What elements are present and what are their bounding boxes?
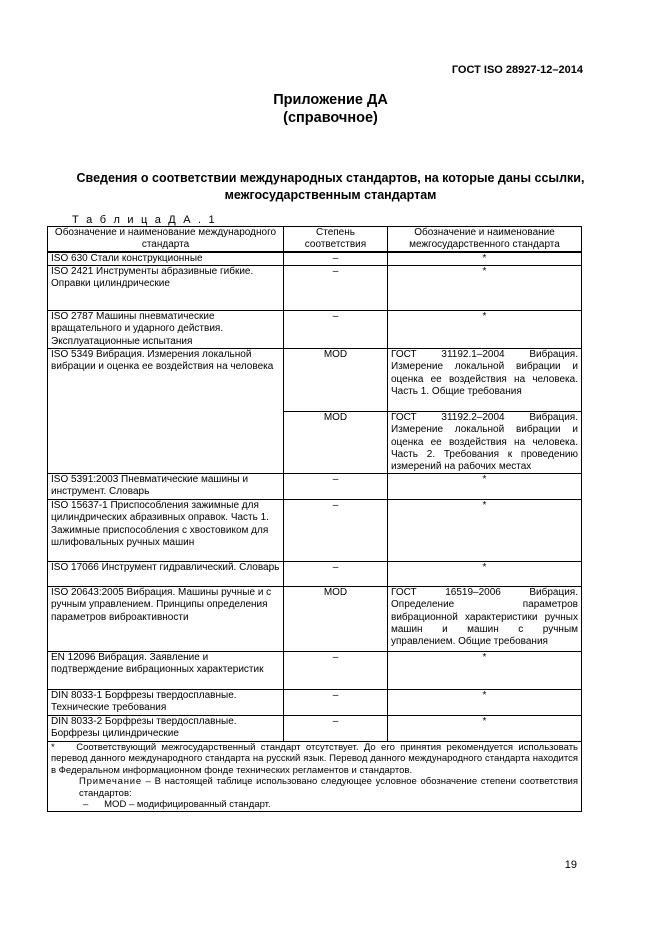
- degree-cell: –: [284, 311, 388, 349]
- national-standard-cell: *: [388, 266, 582, 311]
- footnote-row: [48, 741, 582, 811]
- degree-cell: –: [284, 252, 388, 266]
- legend-line: [51, 799, 578, 811]
- standards-table: [47, 226, 582, 812]
- national-standard-cell: ГОСТ 16519–2006 Вибрация. Определение параметров вибрационной характеристики ручных машин и машин с ручным управлением. Общие требования: [388, 587, 582, 652]
- page-number: 19: [564, 859, 577, 871]
- header-international-standard: Обозначение и наименование международного стандарта: [48, 227, 284, 253]
- legend-dash: –: [83, 799, 89, 811]
- appendix-title-block: [0, 91, 661, 127]
- table-row: [48, 349, 582, 412]
- intl-standard-cell: EN 12096 Вибрация. Заявление и подтверждение вибрационных характеристик: [48, 652, 284, 690]
- footnote-star: *: [51, 741, 55, 753]
- intl-standard-cell: ISO 5349 Вибрация. Измерения локальной вибрации и оценка ее воздействия на человека: [48, 349, 284, 474]
- intl-standard-cell: ISO 17066 Инструмент гидравлический. Словарь: [48, 562, 284, 587]
- degree-cell: MOD: [284, 349, 388, 412]
- national-standard-cell: ГОСТ 31192.1–2004 Вибрация. Измерение локальной вибрации и оценка ее воздействия на человека. Часть 1. Общие требования: [388, 349, 582, 412]
- table-row: [48, 562, 582, 587]
- table-row: [48, 252, 582, 266]
- legend-text: MOD – модифицированный стандарт.: [104, 799, 271, 811]
- footnote-body: Соответствующий межгосударственный стандарт отсутствует. До его принятия рекомендуется использовать перевод данного международного стандарта на русский язык. Перевод данного международного стандарта находится в Федеральном информационном фонде технических регламентов и стандартов.: [51, 741, 578, 776]
- national-standard-cell: *: [388, 716, 582, 741]
- national-standard-cell: *: [388, 500, 582, 562]
- national-standard-cell: *: [388, 652, 582, 690]
- header-degree-of-conformity: Степень соответствия: [284, 227, 388, 253]
- intl-standard-cell: ISO 5391:2003 Пневматические машины и инструмент. Словарь: [48, 474, 284, 500]
- footnote-cell: [48, 741, 582, 811]
- national-standard-cell: *: [388, 311, 582, 349]
- intl-standard-cell: ISO 20643:2005 Вибрация. Машины ручные и с ручным управлением. Принципы определения параметров виброактивности: [48, 587, 284, 652]
- intl-standard-cell: ISO 630 Стали конструкционные: [48, 252, 284, 266]
- appendix-subtitle: (справочное): [283, 110, 378, 126]
- header-national-standard: Обозначение и наименование межгосударственного стандарта: [388, 227, 582, 253]
- table-row: [48, 266, 582, 311]
- note-text: – В настоящей таблице использовано следующее условное обозначение степени соответствия стандартов:: [79, 776, 579, 799]
- national-standard-cell: *: [388, 690, 582, 716]
- footnote-text: [51, 742, 578, 777]
- degree-cell: –: [284, 500, 388, 562]
- degree-cell: –: [284, 562, 388, 587]
- table-row: [48, 716, 582, 741]
- degree-cell: MOD: [284, 587, 388, 652]
- appendix-title: Приложение ДА: [273, 92, 388, 108]
- intl-standard-cell: ISO 2421 Инструменты абразивные гибкие. Оправки цилиндрические: [48, 266, 284, 311]
- table-row: [48, 311, 582, 349]
- table-caption: Т а б л и ц а Д А . 1: [72, 214, 217, 226]
- degree-cell: –: [284, 652, 388, 690]
- table-row: [48, 587, 582, 652]
- table-row: [48, 500, 582, 562]
- document-id: ГОСТ ISO 28927-12–2014: [451, 64, 583, 76]
- note-line: [51, 776, 578, 799]
- intl-standard-cell: ISO 2787 Машины пневматические вращательного и ударного действия. Эксплуатационные испытания: [48, 311, 284, 349]
- national-standard-cell: ГОСТ 31192.2–2004 Вибрация. Измерение локальной вибрации и оценка ее воздействия на человека. Часть 2. Требования к проведению измерений на рабочих местах: [388, 412, 582, 474]
- table-row: [48, 690, 582, 716]
- degree-cell: –: [284, 474, 388, 500]
- intl-standard-cell: DIN 8033-2 Борфрезы твердосплавные. Борфрезы цилиндрические: [48, 716, 284, 741]
- degree-cell: MOD: [284, 412, 388, 474]
- table-row: [48, 474, 582, 500]
- note-label: Примечание: [79, 776, 142, 788]
- section-heading: Сведения о соответствии международных стандартов, на которые даны ссылки, межгосударственным стандартам: [76, 171, 585, 202]
- degree-cell: –: [284, 716, 388, 741]
- national-standard-cell: *: [388, 562, 582, 587]
- degree-cell: –: [284, 690, 388, 716]
- intl-standard-cell: ISO 15637-1 Приспособления зажимные для цилиндрических абразивных оправок. Часть 1. Зажимные приспособления с хвостовиком для шлифовальных ручных машин: [48, 500, 284, 562]
- national-standard-cell: *: [388, 252, 582, 266]
- intl-standard-cell: DIN 8033-1 Борфрезы твердосплавные. Технические требования: [48, 690, 284, 716]
- degree-cell: –: [284, 266, 388, 311]
- table-header-row: [48, 227, 582, 253]
- national-standard-cell: *: [388, 474, 582, 500]
- table-row: [48, 652, 582, 690]
